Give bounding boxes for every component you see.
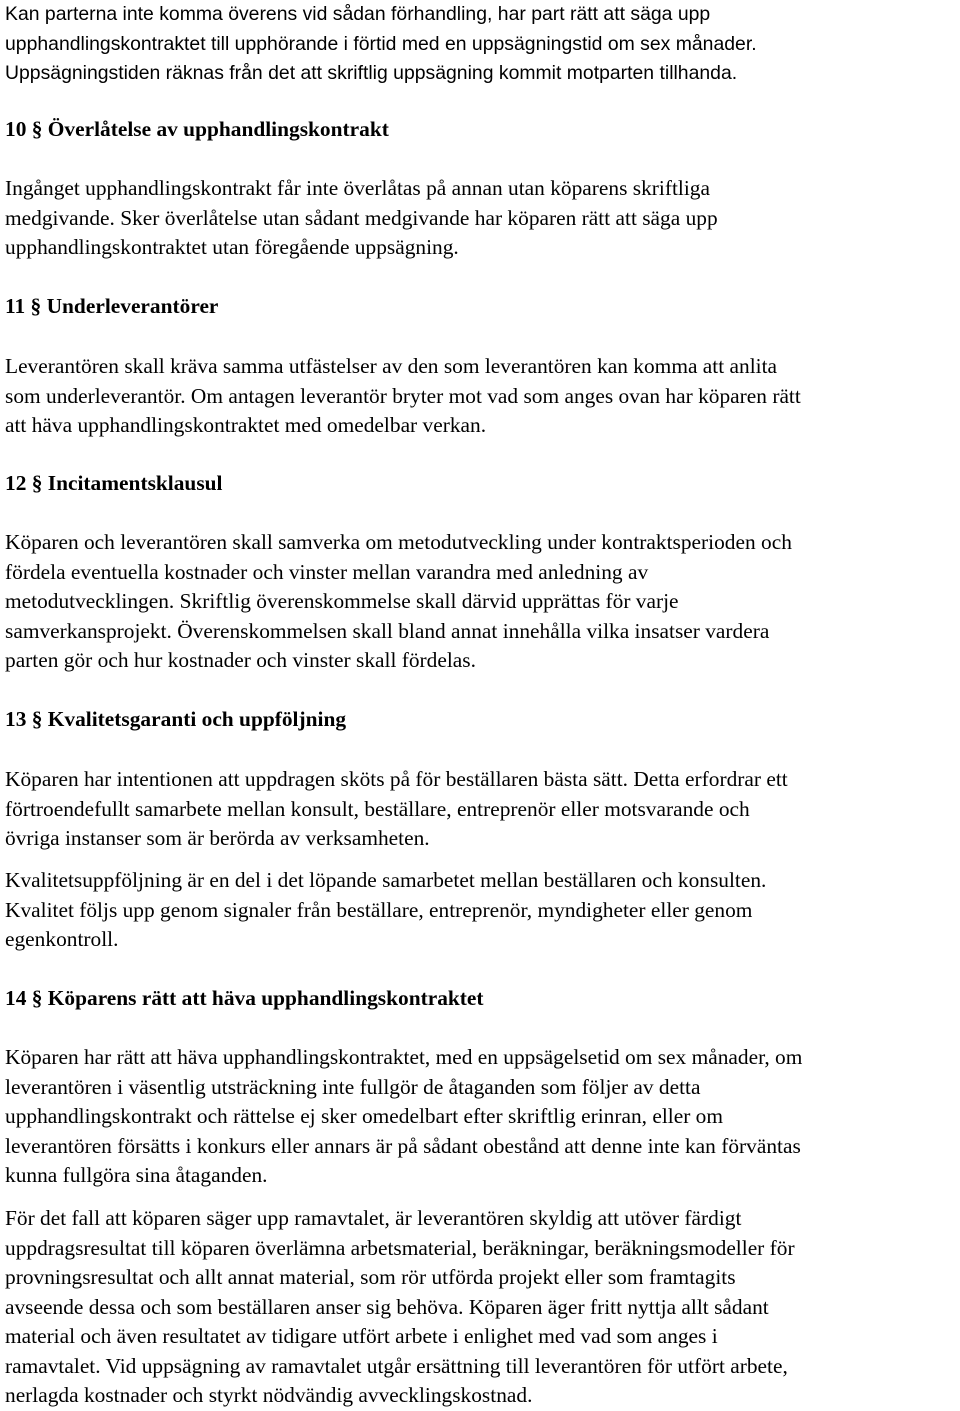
section-heading: 12 § Incitamentsklausul (5, 471, 223, 495)
section-heading: 13 § Kvalitetsgaranti och uppföljning (5, 707, 347, 731)
text-line: Uppsägningstiden räknas från det att skriftlig uppsägning kommit motparten tillhanda. (5, 62, 738, 84)
section-12-heading (5, 469, 960, 499)
section-13-paragraph-2 (5, 866, 960, 955)
text-line: Köparen och leverantören skall samverka om metodutveckling under kontraktsperioden och (5, 530, 792, 554)
text-line: leverantören i väsentlig utsträckning inte fullgör de åtaganden som följer av detta (5, 1074, 701, 1099)
text-line: Ingånget upphandlingskontrakt får inte överlåtas på annan utan köparens skriftliga (5, 176, 710, 200)
section-heading: 14 § Köparens rätt att häva upphandlingskontraktet (5, 986, 484, 1010)
text-line: nerlagda kostnader och styrkt nödvändig avvecklingskostnad. (5, 1383, 533, 1407)
text-line: egenkontroll. (5, 927, 119, 951)
text-line: material och även resultatet av tidigare utfört arbete i enlighet med vad som anges i (5, 1324, 718, 1348)
section-heading: 11 § Underleverantörer (5, 294, 219, 318)
text-line: övriga instanser som är berörda av verksamheten. (5, 826, 430, 850)
text-line: upphandlingskontraktet utan föregående uppsägning. (5, 235, 459, 259)
section-13-paragraph-1 (5, 765, 960, 854)
text-line: Kvalitetsuppföljning är en del i det löpande samarbetet mellan beställaren och konsulten. (5, 868, 767, 892)
section-14-paragraph-2 (5, 1204, 960, 1411)
text-line: Köparen har intentionen att uppdragen sköts på för beställaren bästa sätt. Detta erfordrar ett (5, 767, 788, 791)
intro-paragraph (5, 0, 960, 89)
text-line: avseende dessa och som beställaren anser sig behöva. Köparen äger fritt nyttja allt sådant (5, 1294, 769, 1319)
text-line: upphandlingskontrakt och rättelse ej sker omedelbart efter skriftlig erinran, eller om (5, 1104, 724, 1128)
section-12-paragraph-1 (5, 528, 960, 676)
section-10-heading (5, 115, 960, 145)
section-14-heading (5, 984, 960, 1014)
text-line: fördela eventuella kostnader och vinster mellan varandra med anledning av (5, 559, 649, 584)
text-line: metodutvecklingen. Skriftlig överenskommelse skall därvid upprättas för varje (5, 589, 679, 613)
text-line: ramavtalet. Vid uppsägning av ramavtalet utgår ersättning till leverantören för utfört arbete, (5, 1353, 788, 1378)
section-11-heading (5, 292, 960, 322)
section-13-heading (5, 705, 960, 735)
section-heading: 10 § Överlåtelse av upphandlingskontrakt (5, 117, 389, 141)
text-line: leverantören försätts i konkurs eller annars är på sådant obestånd att denne inte kan förväntas (5, 1133, 801, 1158)
text-line: parten gör och hur kostnader och vinster skall fördelas. (5, 648, 476, 672)
section-14-paragraph-1 (5, 1043, 960, 1191)
text-line: För det fall att köparen säger upp ramavtalet, är leverantören skyldig att utöver färdigt (5, 1206, 742, 1230)
text-line: medgivande. Sker överlåtelse utan sådant medgivande har köparen rätt att säga upp (5, 205, 718, 230)
text-line: förtroendefullt samarbete mellan konsult, beställare, entreprenör eller motsvarande och (5, 796, 750, 821)
text-line: att häva upphandlingskontraktet med omedelbar verkan. (5, 413, 487, 437)
text-line: Köparen har rätt att häva upphandlingskontraktet, med en uppsägelsetid om sex månader, om (5, 1045, 803, 1069)
section-10-paragraph-1 (5, 174, 960, 263)
text-line: uppdragsresultat till köparen överlämna arbetsmaterial, beräkningar, beräkningsmodeller för (5, 1235, 795, 1260)
section-11-paragraph-1 (5, 352, 960, 441)
text-line: Leverantören skall kräva samma utfästelser av den som leverantören kan komma att anlita (5, 354, 778, 378)
text-line: som underleverantör. Om antagen leverantör bryter mot vad som anges ovan har köparen rätt (5, 383, 801, 408)
text-line: Kan parterna inte komma överens vid sådan förhandling, har part rätt att säga upp (5, 3, 711, 25)
text-line: provningsresultat och allt annat material, som rör utförda projekt eller som framtagits (5, 1265, 736, 1289)
text-line: kunna fullgöra sina åtaganden. (5, 1163, 268, 1187)
text-line: samverkansprojekt. Överenskommelsen skall bland annat innehålla vilka insatser vardera (5, 618, 770, 643)
text-line: Kvalitet följs upp genom signaler från beställare, entreprenör, myndigheter eller genom (5, 897, 753, 922)
text-line: upphandlingskontraktet till upphörande i förtid med en uppsägningstid om sex månader. (5, 32, 757, 55)
